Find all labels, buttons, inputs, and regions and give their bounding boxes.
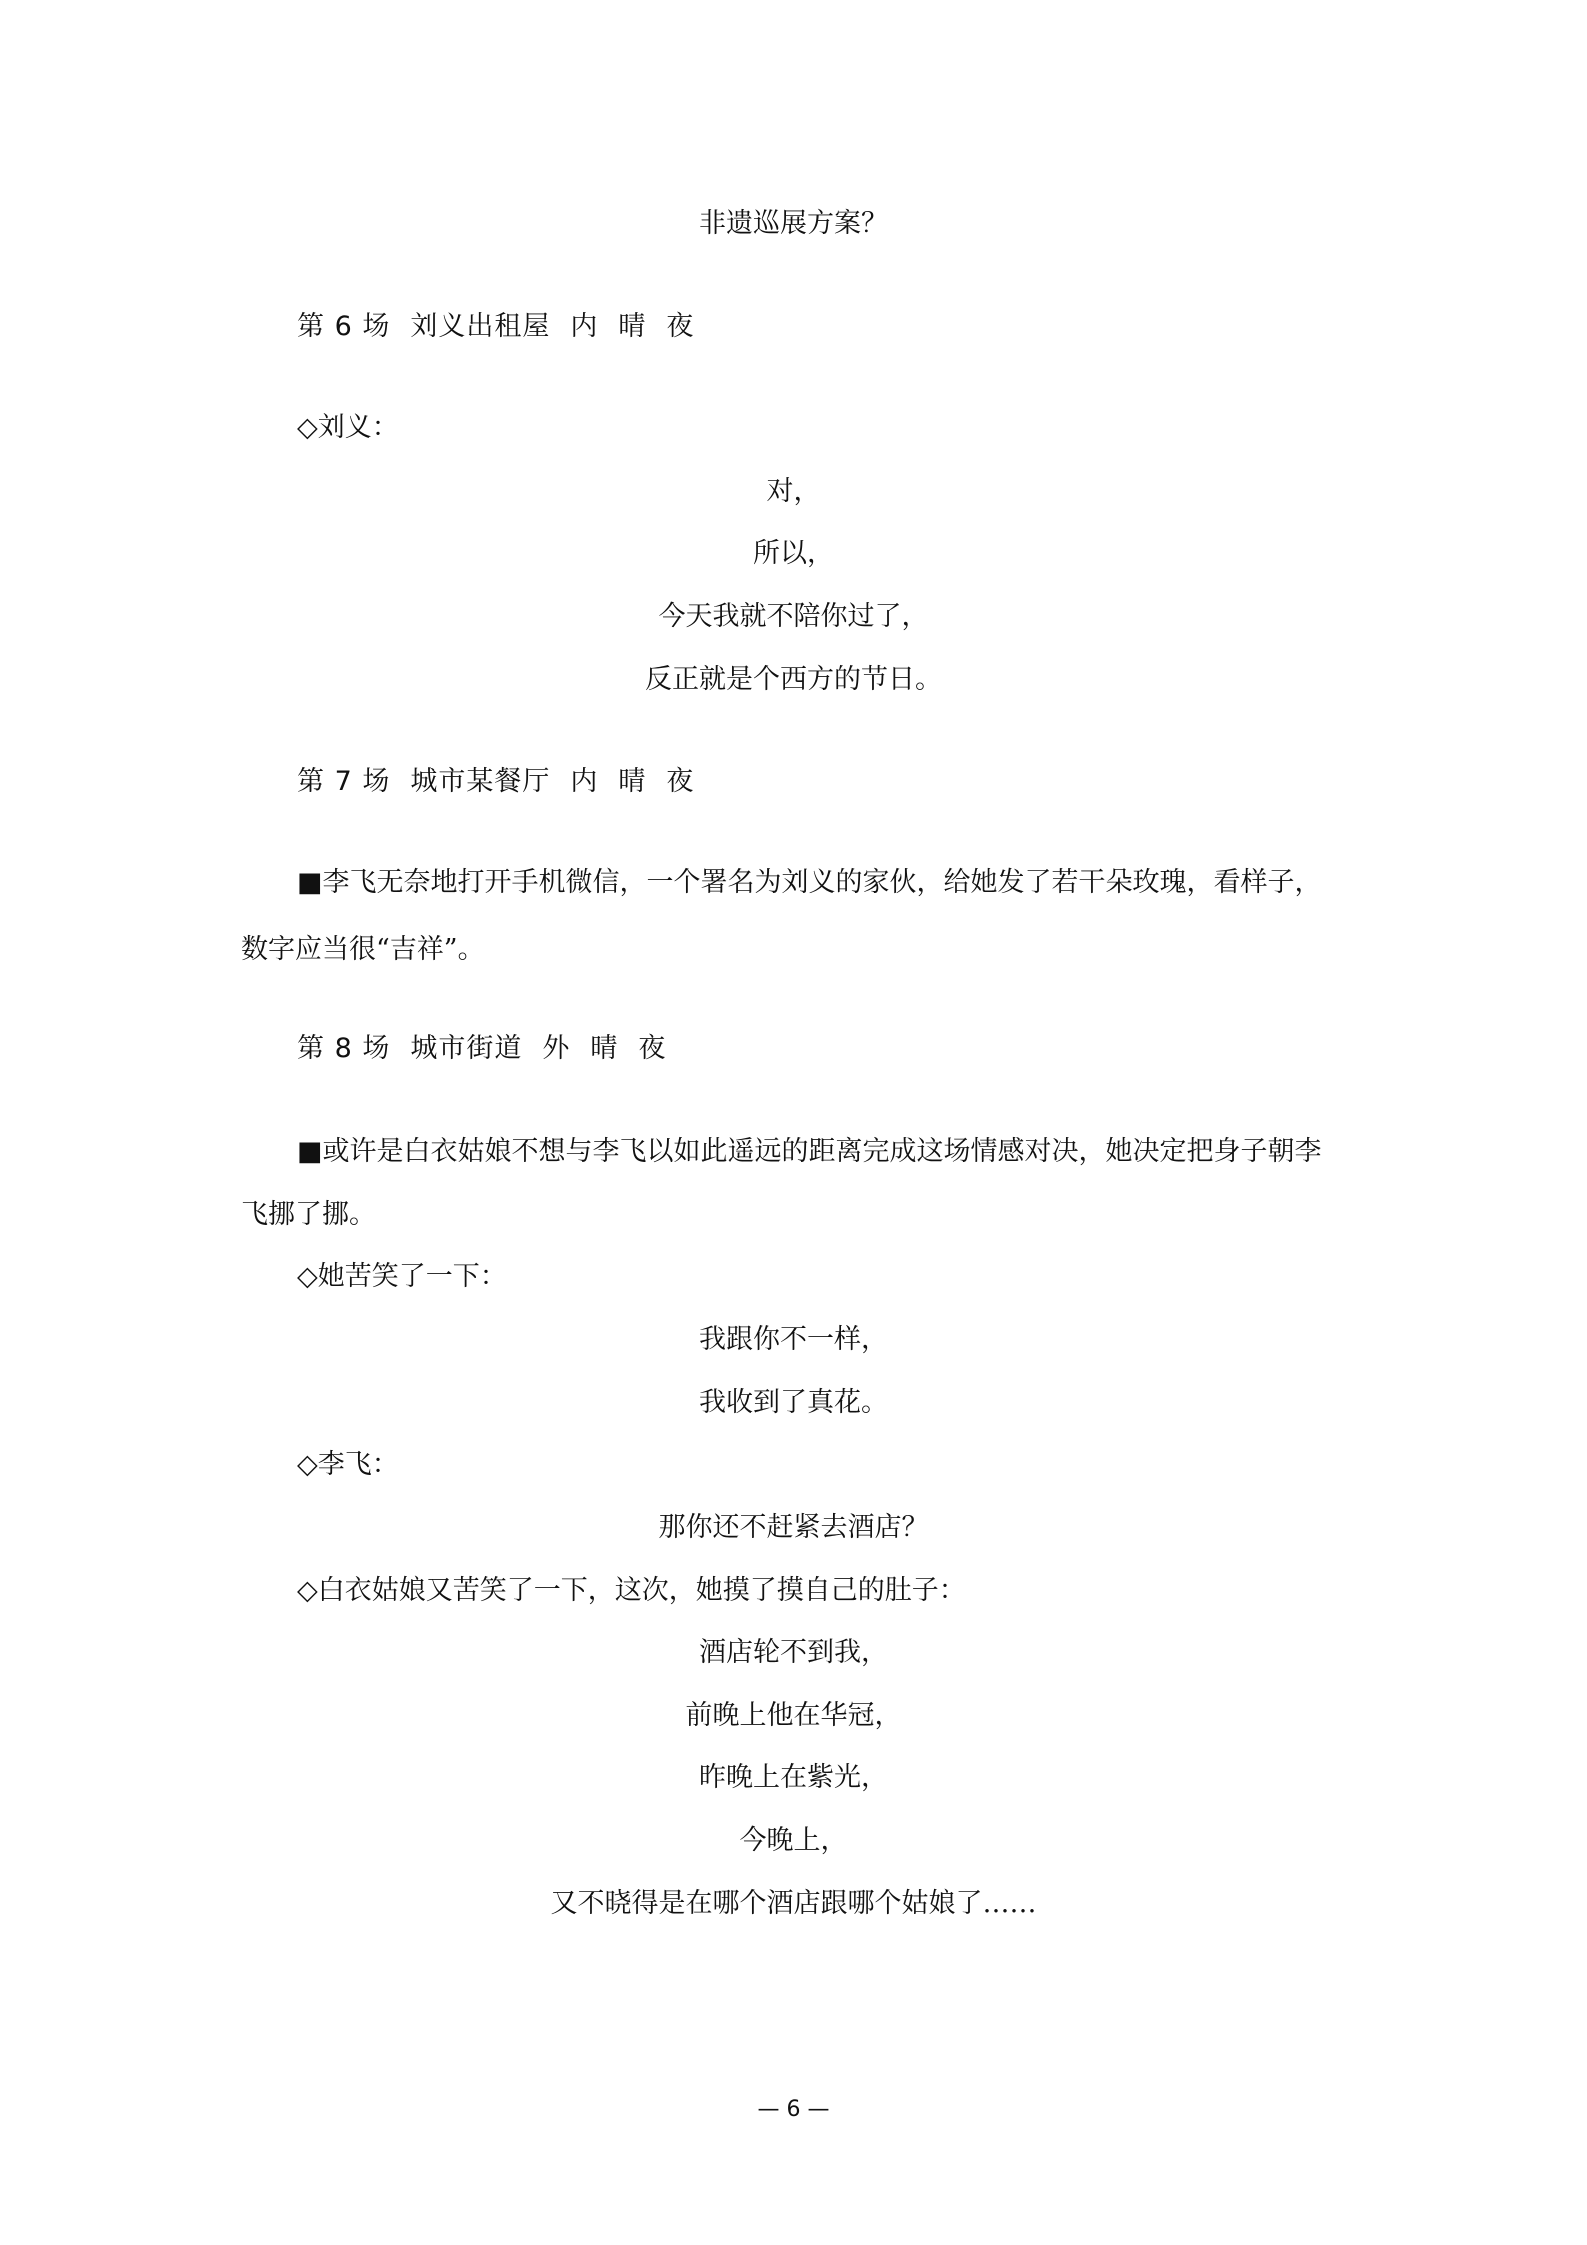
speaker-line: ◇白衣姑娘又苦笑了一下，这次，她摸了摸自己的肚子：	[297, 1575, 966, 1606]
scene-time: 夜	[666, 766, 695, 797]
dialogue-line: 反正就是个西方的节日。	[645, 664, 942, 695]
scene-location: 城市街道	[410, 1033, 523, 1064]
speaker-lifei: ◇李飞：	[297, 1449, 399, 1480]
dialogue-line: 对，	[766, 476, 821, 507]
dialogue-line: 那你还不赶紧去酒店？	[658, 1512, 929, 1543]
scene-6-heading	[297, 310, 714, 344]
scene-number: 第 6 场	[297, 311, 391, 342]
scene-number: 第 7 场	[297, 766, 391, 797]
scene-interior-exterior: 内	[570, 311, 599, 342]
action-line: 数字应当很“吉祥”。	[241, 934, 485, 965]
scene-8-heading	[297, 1032, 686, 1066]
action-line: ■或许是白衣姑娘不想与李飞以如此遥远的距离完成这场情感对决，她决定把身子朝李	[297, 1136, 1322, 1167]
dialogue-line: 又不晓得是在哪个酒店跟哪个姑娘了……	[550, 1888, 1037, 1919]
scene-time: 夜	[666, 311, 695, 342]
scene-interior-exterior: 内	[570, 766, 599, 797]
scene-location: 城市某餐厅	[410, 766, 551, 797]
scene-7-heading	[297, 765, 714, 799]
dialogue-line: 今天我就不陪你过了，	[658, 601, 929, 632]
dialogue-line: 我收到了真花。	[699, 1387, 888, 1418]
dialogue-line: 酒店轮不到我，	[699, 1637, 888, 1668]
scene-number: 第 8 场	[297, 1033, 391, 1064]
action-line: 飞挪了挪。	[241, 1199, 376, 1230]
dialogue-line: 我跟你不一样，	[699, 1324, 888, 1355]
scene-interior-exterior: 外	[542, 1033, 571, 1064]
scene-weather: 晴	[590, 1033, 619, 1064]
continued-dialogue-line: 非遗巡展方案？	[699, 208, 888, 239]
dialogue-line: 所以，	[753, 538, 834, 569]
action-line: ■李飞无奈地打开手机微信，一个署名为刘义的家伙，给她发了若干朵玫瑰，看样子，	[297, 867, 1322, 898]
dialogue-line: 今晚上，	[739, 1825, 848, 1856]
page-number: — 6 —	[757, 2097, 830, 2122]
scene-time: 夜	[638, 1033, 667, 1064]
scene-weather: 晴	[618, 766, 647, 797]
speaker-liuyi: ◇刘义：	[297, 412, 399, 443]
scene-weather: 晴	[618, 311, 647, 342]
dialogue-line: 昨晚上在紫光，	[699, 1762, 888, 1793]
dialogue-line: 前晚上他在华冠，	[685, 1700, 902, 1731]
scene-location: 刘义出租屋	[410, 311, 551, 342]
speaker-line: ◇她苦笑了一下：	[297, 1261, 507, 1292]
